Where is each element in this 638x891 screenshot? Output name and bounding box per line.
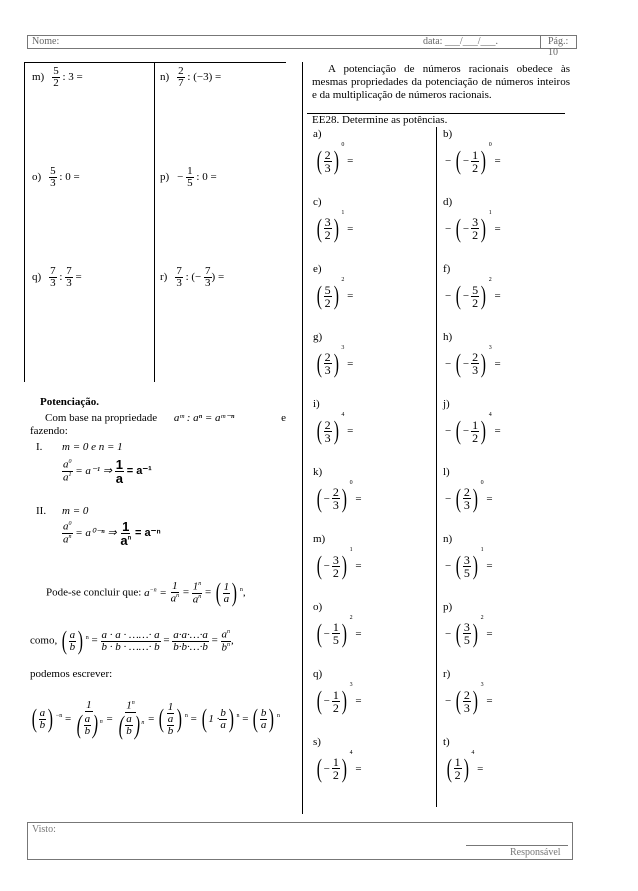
header-bar <box>27 35 577 58</box>
potenciacao-title <box>40 396 99 408</box>
exercise-label: o) <box>32 171 42 184</box>
conclude-line: Pode-se concluir que: $a^{-n}$ = $\frac{1}{a^n}$ = $\frac{1^n}{a^n}$ = ( $\frac{1}{a}$ ) $^n$, <box>46 578 246 607</box>
ee-item-label: m) <box>313 533 326 545</box>
ee-item-expression: − ( − $\frac{5}{2}$ ) $^2$ = <box>445 277 501 311</box>
fraction: $\frac{1}{5}$ <box>187 165 193 189</box>
ee-item-expression: ( − $\frac{1}{5}$ ) $^2$ = <box>316 614 362 648</box>
grid-left-line <box>24 62 25 382</box>
left-exercise-1 <box>160 66 221 89</box>
ee-item-label: d) <box>443 195 453 208</box>
page-number: Pág.: 10 <box>548 36 569 58</box>
left-exercise-5: r) $\frac{7}{3}$ : (− $\frac{7}{3}$ ) = <box>160 265 225 289</box>
ee-item-expression: − ( $\frac{3}{5}$ ) $^2$ = <box>445 614 493 648</box>
expression-rest: = <box>72 271 82 284</box>
ee-item-label: b) <box>443 128 453 140</box>
case1-result: = a⁻¹ <box>126 465 152 478</box>
potenciacao-heading: Potenciação. <box>40 396 99 408</box>
exercise-label: q) <box>32 271 42 284</box>
ee-item-expression: ( − $\frac{1}{2}$ ) $^4$ = <box>316 749 362 783</box>
ee-item-label: c) <box>313 195 322 208</box>
op: : <box>182 271 192 284</box>
ee-item-label: f) <box>443 263 451 275</box>
ee-item-expression: ( − $\frac{3}{2}$ ) $^1$ = <box>316 547 362 581</box>
ee-item-label: l) <box>443 465 450 478</box>
ee-mid-line <box>436 127 437 807</box>
ee-item-expression: ( $\frac{2}{3}$ ) $^4$ = <box>316 412 354 446</box>
case1-middle: = a⁻¹ ⇒ <box>75 465 112 478</box>
case1-condition: m = 0 e n = 1 <box>62 441 123 453</box>
ee-item-label: h) <box>443 330 453 343</box>
ee-item-expression: − ( $\frac{2}{3}$ ) $^3$ = <box>445 682 493 716</box>
expression-rest: : 0 = <box>193 171 217 184</box>
footer-box <box>27 822 573 860</box>
exercise-label: r) <box>160 271 168 284</box>
fraction: $\frac{5}{2}$ <box>53 65 59 89</box>
ee-item-expression: − ( − $\frac{2}{3}$ ) $^3$ = <box>445 344 501 378</box>
ee-item-label: i) <box>313 398 320 410</box>
ee-item-expression: − ( − $\frac{1}{2}$ ) $^0$ = <box>445 142 501 176</box>
responsavel-label: Responsável <box>510 847 561 858</box>
ee-item-expression: ( $\frac{2}{3}$ ) $^3$ = <box>316 344 354 378</box>
exercise-label: p) <box>160 171 170 184</box>
ee-item-label: p) <box>443 600 453 613</box>
expression-rest: : 0 = <box>56 171 80 184</box>
ee-item-expression: − ( $\frac{3}{5}$ ) $^1$ = <box>445 547 493 581</box>
ee-item-label: g) <box>313 330 323 343</box>
op: : <box>56 271 66 284</box>
fraction: $\frac{7}{3}$ <box>50 265 56 289</box>
final-formula: ( $\frac{a}{b}$ ) $^{-n}$ = 1 ( $\frac{a}{b}$ ) $^n$ = 1$^n$ ( $\frac{a}{b}$ ) $^n$ = ( $\frac{1}{\frac{a}{b}}$ ) $^n$ = ( 1 · $\frac{b}{a}$ ) $^n$ = ( $\frac{b}{a}$ ) $^n$ <box>31 699 281 740</box>
intro-text: Com base na propriedade <box>45 412 158 424</box>
ee-item-label: k) <box>313 465 323 478</box>
ee-item-expression: − ( − $\frac{3}{2}$ ) $^1$ = <box>445 209 501 243</box>
signature-line <box>466 845 568 846</box>
como-text: como, <box>30 634 58 647</box>
ee-item-label: q) <box>313 668 323 680</box>
fraction: $\frac{5}{3}$ <box>50 165 56 189</box>
intro-e: e <box>281 412 286 424</box>
exercise-label: n) <box>160 71 170 84</box>
ee-item-label: j) <box>443 398 450 410</box>
visto-label: Visto: <box>32 824 56 835</box>
grid-mid-line <box>154 62 155 382</box>
conclude-text: Pode-se concluir que: <box>46 586 142 599</box>
case2-formula: $\frac{a^0}{a^n}$ = a⁰⁻ⁿ ⇒ $\frac{1}{a^n}$ = a⁻ⁿ <box>63 519 161 548</box>
ee-item-label: n) <box>443 533 453 545</box>
ee-item-expression: ( − $\frac{2}{3}$ ) $^0$ = <box>316 479 362 513</box>
ee-item-expression: ( $\frac{2}{3}$ ) $^0$ = <box>316 142 354 176</box>
ee-item-expression: ( $\frac{5}{2}$ ) $^2$ = <box>316 277 354 311</box>
ee-item-expression: ( − $\frac{1}{2}$ ) $^3$ = <box>316 682 362 716</box>
case2-middle: = a⁰⁻ⁿ ⇒ <box>75 527 117 540</box>
data-label: data: ___/___/___. <box>423 36 498 47</box>
expression-rest: : (−3) = <box>184 71 222 84</box>
ee-item-expression: ( $\frac{3}{2}$ ) $^1$ = <box>316 209 354 243</box>
ee-item-expression: ( $\frac{1}{2}$ ) $^4$ = <box>446 749 484 783</box>
intro-formula: aᵐ : aⁿ = aᵐ⁻ⁿ <box>173 412 235 424</box>
grid-top-line <box>24 62 286 63</box>
potenciacao-intro <box>30 412 286 438</box>
left-exercise-0 <box>32 66 83 89</box>
ee-item-label: a) <box>313 128 322 140</box>
header-divider <box>540 36 541 48</box>
ee-item-label: e) <box>313 263 322 275</box>
left-exercise-2 <box>32 166 80 189</box>
neg-sign: − <box>177 171 187 184</box>
right-intro: A potenciação de números racionais obedece às mesmas propriedades da potenciação de números inteiros e da multiplicação de números racionais. <box>312 63 570 101</box>
left-exercise-3 <box>160 166 217 189</box>
case1-label: I. <box>36 441 43 453</box>
case2-result: = a⁻ⁿ <box>134 527 161 540</box>
left-exercise-4 <box>32 266 82 289</box>
ee-item-expression: − ( $\frac{2}{3}$ ) $^0$ = <box>445 479 493 513</box>
left-exercise-grid <box>24 62 286 382</box>
nome-label: Nome: <box>32 36 60 47</box>
ee-item-label: o) <box>313 600 323 613</box>
ee-item-label: s) <box>313 735 321 748</box>
ee-item-expression: − ( − $\frac{1}{2}$ ) $^4$ = <box>445 412 501 446</box>
expression-rest: = <box>215 271 225 284</box>
case2-label: II. <box>36 505 47 517</box>
fraction: $\frac{7}{3}$ <box>176 265 182 289</box>
fraction: $\frac{7}{3}$ <box>66 265 72 289</box>
case1-formula: $\frac{a^0}{a^1}$ = a⁻¹ ⇒ $\frac{1}{a}$ = a⁻¹ <box>63 457 152 486</box>
fraction: $\frac{7}{3}$ <box>205 265 211 289</box>
fraction: $\frac{2}{7}$ <box>178 65 184 89</box>
case2-condition: m = 0 <box>62 505 89 517</box>
column-divider <box>302 62 303 814</box>
ee-title: EE28. Determine as potências. <box>312 114 448 126</box>
expression-rest: : 3 = <box>59 71 83 84</box>
intro-fazendo: fazendo: <box>30 425 68 437</box>
podemos-line: podemos escrever: <box>30 668 113 680</box>
como-line: como, ( $\frac{a}{b}$ ) $^n$ = $\frac{a \cdot a \cdot \dots\dots\cdot a}{b \cdot b \cdot \dots\dots\cdot b}$ = $\frac{a\cdot a\cdot\dots\cdot a}{b\cdot b\cdot\dots\cdot b}$ = $\frac{a^n}{b^n}$ , <box>30 626 234 655</box>
ee-item-label: r) <box>443 668 451 680</box>
exercise-label: m) <box>32 71 45 84</box>
ee-item-label: t) <box>443 735 450 748</box>
